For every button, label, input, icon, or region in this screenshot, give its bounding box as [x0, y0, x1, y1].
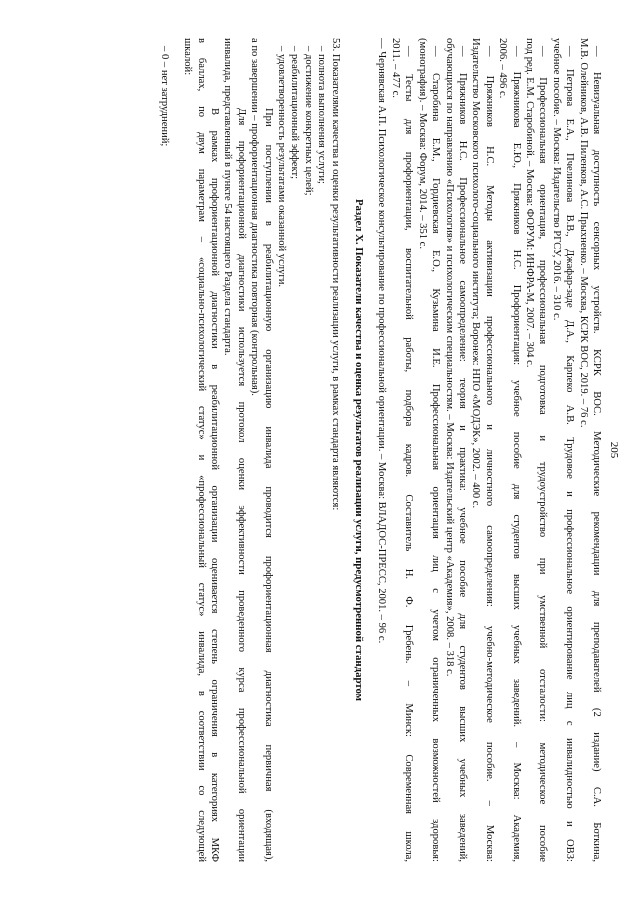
reference-item	[375, 38, 388, 862]
reference-line: — Петрова Е.А., Пчелинова В.В., Джафар-заде Д.А., Карпеко А.В. Трудовое и профессиональное ориентирование лиц с инвалидностью и ОВЗ:	[564, 46, 576, 862]
reference-line: учебное пособие. – Москва: Издательство РГСУ, 2016. – 310 с.	[550, 38, 562, 321]
reference-line: — Пряжников Н.С. Профессиональное самоопределение: теория и практика: учебное пособие для студентов высших учебных заведений,	[456, 46, 468, 862]
reference-item	[469, 38, 496, 862]
reference-line: — Старобина Е.М., Гордиевская Е.О., Кузьмина И.Е. Профессиональная ориентация лиц с учетом ограниченных возможностей здоровья:	[430, 46, 442, 862]
reference-line: — Профессиональная ориентация, профессиональная подготовка и трудоустройство при умственной отсталости: методическое пособие	[537, 46, 549, 862]
list-item: – достижение конкретных целей;	[302, 46, 314, 196]
list-item: – полнота выполнения услуги;	[316, 46, 328, 184]
list-item: – реабилитационный эффект;	[289, 46, 301, 180]
paragraph-line: в баллах, по двум параметрам – «социально-психологический статус» и «профессиональный статус» инвалида, в соответствии со следующей	[195, 38, 207, 862]
reference-line: — Пряжникова Е.Ю., Пряжников Н.С. Профориентация: учебное пособие для студентов высших учебных заведений. – Москва: Академия,	[510, 46, 522, 862]
scale-item: – 0 – нет затруднений;	[158, 46, 170, 147]
reference-item	[389, 38, 416, 862]
reference-line: — Чернявская А.П. Психологическое консультирование по профессиональной ориентации. – Москва: ВЛАДОС-ПРЕСС, 2001. – 96 с.	[376, 38, 388, 644]
reference-line: 2006. – 496 с.	[497, 38, 509, 99]
reference-line: под ред. Е.М. Старобиной. – Москва: ФОРУМ: ИНФРА-М, 2007. – 304 с.	[523, 38, 535, 368]
criteria-list	[275, 38, 329, 862]
paragraph-protocol	[221, 38, 248, 862]
reference-line: — Тесты для профориентации, воспитательной работы, подбора кадров. Составитель Н. Ф. Гребень. – Минск: Современная школа,	[403, 46, 415, 862]
paragraph-line: шкалой:	[182, 38, 194, 76]
reference-item	[576, 38, 603, 862]
paragraph-admission	[248, 38, 275, 862]
paragraph-line: Для профориентационной диагностики используется протокол оценки эффективности проведенного курса профессиональной ориентации	[235, 108, 247, 862]
reference-item	[549, 38, 576, 862]
reference-line: обучающихся по направлению «Психология» и психологическим специальностям. – Москва: Издательский центр «Академия», 2008. – 318 с.	[443, 38, 455, 677]
reference-item	[442, 38, 469, 862]
paragraph-line: При поступлении в реабилитационную организацию инвалида проводится профориентационная диагностика первичная (входящая),	[262, 108, 274, 862]
section-heading: Раздел X. Показатели качества и оценка результатов реализации услуги, предусмотренной стандартом	[353, 198, 366, 702]
reference-line: (монография). – Москва: Форум, 2014. – 351 с.	[416, 38, 428, 250]
reference-line: Издательство Московского психолого-социального института; Воронеж: НПО «МОДЭК», 2002. – 400 с.	[470, 38, 482, 509]
paragraph-line: инвалида, представленный в пункте 54 настоящего Раздела стандарта.	[222, 38, 234, 356]
reference-line: — Пряжников Н.С. Методы активизации профессионального и личностного самоопределения: учебно-методическое пособие. – Москва:	[483, 46, 495, 862]
paragraph-line: а по завершении – профориентационная диагностика повторная (контрольная).	[249, 38, 261, 396]
reference-item	[415, 38, 442, 862]
reference-item	[496, 38, 523, 862]
reference-line: М.В. Олейников, А.В. Пиленков, А.С. Прыхненко. – Москва, КСРК ВОС, 2019. – 76 с.	[577, 38, 589, 428]
reference-line: — Невизуальная доступность сенсорных устройств. КСРК ВОС. Методические рекомендации для преподавателей (2 издание) С.А. Боткина,	[591, 46, 602, 862]
paragraph-scoring	[181, 38, 221, 862]
list-item: – удовлетворенность результатами оказанной услуги.	[276, 46, 288, 288]
paragraph-53-intro: 53. Показателями качества и оценки результативности реализации услуги, в рамках стандарта являются:	[329, 38, 341, 511]
page-number: 205	[608, 441, 620, 459]
references-list	[375, 38, 603, 862]
paragraph-line: В рамках профориентационной диагностики в реабилитационной организации оценивается степень ограничения в категориях МКФ	[209, 108, 221, 862]
reference-item	[523, 38, 550, 862]
rotated-content	[30, 38, 620, 862]
reference-line: 2011. – 477 с.	[389, 38, 401, 98]
